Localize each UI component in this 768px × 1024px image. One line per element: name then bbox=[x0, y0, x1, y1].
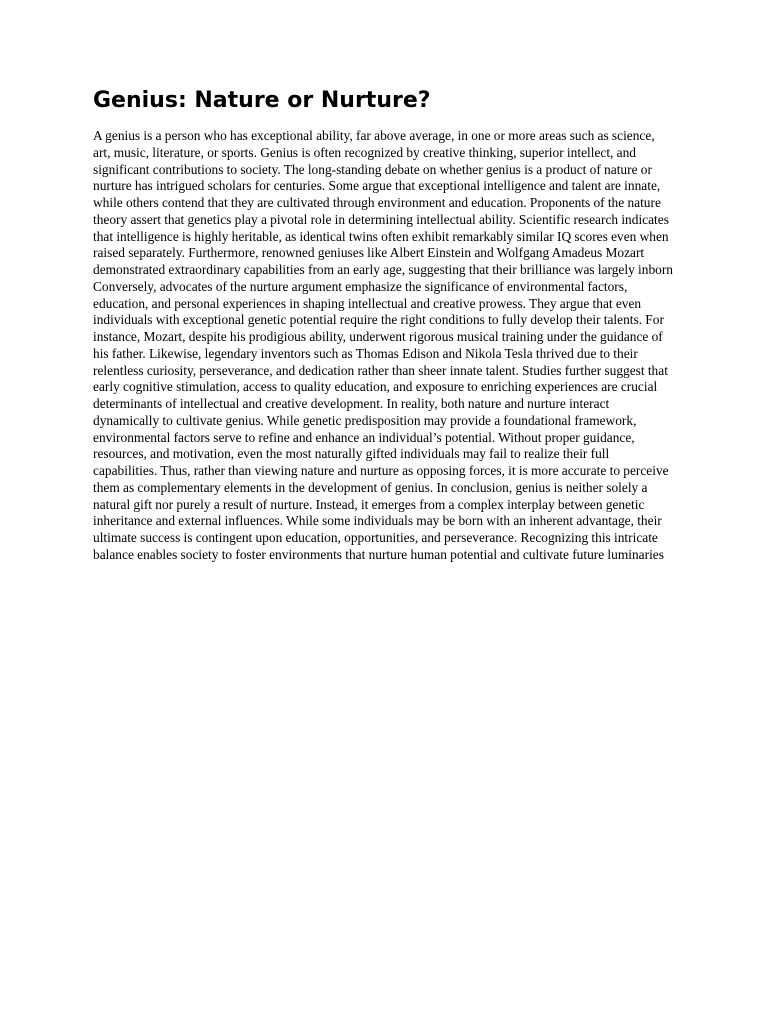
document-title: Genius: Nature or Nurture? bbox=[93, 88, 431, 113]
document-body-paragraph: A genius is a person who has exceptional ability, far above average, in one or more areas such as science, art, music, literature, or sports. Genius is often recognized by creative thinking, superior intellect, and significant contributions to society. The long-standing debate on whether genius is a product of nature or nurture has intrigued scholars for centuries. Some argue that exceptional intelligence and talent are innate, while others contend that they are cultivated through environment and education. Proponents of the nature theory assert that genetics play a pivotal role in determining intellectual ability. Scientific research indicates that intelligence is highly heritable, as identical twins often exhibit remarkably similar IQ scores even when raised separately. Furthermore, renowned geniuses like Albert Einstein and Wolfgang Amadeus Mozart demonstrated extraordinary capabilities from an early age, suggesting that their brilliance was largely inborn Conversely, advocates of the nurture argument emphasize the significance of environmental factors, education, and personal experiences in shaping intellectual and creative prowess. They argue that even individuals with exceptional genetic potential require the right conditions to fully develop their talents. For instance, Mozart, despite his prodigious ability, underwent rigorous musical training under the guidance of his father. Likewise, legendary inventors such as Thomas Edison and Nikola Tesla thrived due to their relentless curiosity, perseverance, and dedication rather than sheer innate talent. Studies further suggest that early cognitive stimulation, access to quality education, and exposure to enriching experiences are crucial determinants of intellectual and creative development. In reality, both nature and nurture interact dynamically to cultivate genius. While genetic predisposition may provide a foundational framework, environmental factors serve to refine and enhance an individual’s potential. Without proper guidance, resources, and motivation, even the most naturally gifted individuals may fail to realize their full capabilities. Thus, rather than viewing nature and nurture as opposing forces, it is more accurate to perceive them as complementary elements in the development of genius. In conclusion, genius is neither solely a natural gift nor purely a result of nurture. Instead, it emerges from a complex interplay between genetic inheritance and external influences. While some individuals may be born with an inherent advantage, their ultimate success is contingent upon education, opportunities, and perseverance. Recognizing this intricate balance enables society to foster environments that nurture human potential and cultivate future luminaries bbox=[93, 128, 674, 562]
document-page bbox=[93, 88, 675, 564]
